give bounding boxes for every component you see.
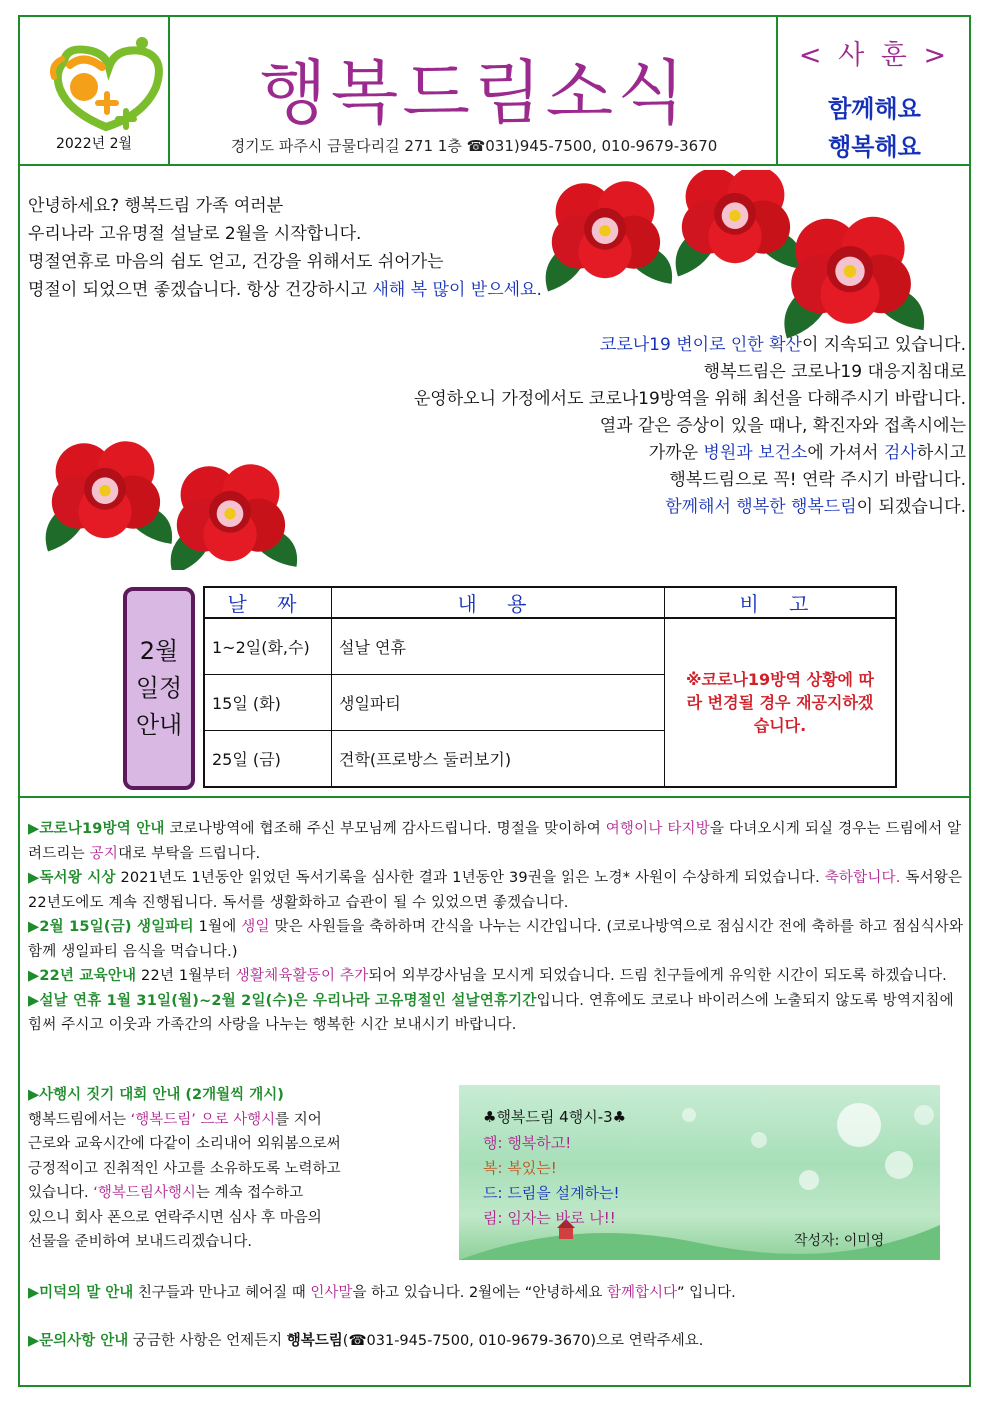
col-header-content: 내 용 bbox=[332, 587, 665, 618]
newsletter-title: 행복드림소식 bbox=[259, 52, 689, 134]
col-header-remark: 비 고 bbox=[665, 587, 897, 618]
poem-contest-line: 행복드림에서는 ‘행복드림’ 으로 사행시를 지어 bbox=[28, 1112, 322, 1128]
poem-contest-line: 있습니다. ‘행복드림사행시는 계속 접수하고 bbox=[28, 1185, 304, 1201]
notice-line: 행복드림으로 꼭! 연락 주시기 바랍니다. bbox=[669, 470, 966, 490]
greeting-line: 안녕하세요? 행복드림 가족 여러분 bbox=[28, 196, 284, 216]
notice-line: 운영하오니 가정에서도 코로나19방역을 위해 최선을 다해주시기 바랍니다. bbox=[413, 389, 966, 409]
header-motto-cell bbox=[778, 15, 971, 165]
schedule-label bbox=[123, 587, 195, 790]
notice-line: 함께해서 행복한 행복드림이 되겠습니다. bbox=[665, 497, 966, 517]
heart-plus-logo-icon bbox=[44, 37, 174, 132]
schedule-content: 설날 연휴 bbox=[332, 618, 665, 675]
header-title-cell bbox=[170, 15, 778, 165]
announcement-item: ▶코로나19방역 안내 코로나방역에 협조해 주신 부모님께 감사드립니다. 명절을 맞이하여 여행이나 타지방을 다녀오시게 되실 경우는 드림에서 알려드리는 공지대로 부탁을 드립니다. bbox=[28, 821, 962, 862]
greeting-line: 명절이 되었으면 좋겠습니다. 항상 건강하시고 새해 복 많이 받으세요. bbox=[28, 280, 542, 300]
poem-contest-heading: ▶사행시 짓기 대회 안내 (2개월씩 개시) bbox=[28, 1087, 284, 1103]
address-contact: 경기도 파주시 금물다리길 271 1층 ☎031)945-7500, 010-9679-3670 bbox=[230, 137, 718, 155]
poem-line: 림: 임자는 바로 나!! bbox=[483, 1209, 616, 1227]
poem-contest-line: 긍정적이고 진취적인 사고를 소유하도록 노력하고 bbox=[28, 1161, 341, 1177]
schedule-date: 15일 (화) bbox=[204, 675, 332, 731]
notice-line: 행복드림은 코로나19 대응지침대로 bbox=[703, 362, 966, 382]
section-divider bbox=[18, 796, 971, 798]
virtue-word-notice: ▶미덕의 말 안내 친구들과 만나고 헤어질 때 인사말을 하고 있습니다. 2월에는 “안녕하세요 함께합시다” 입니다. bbox=[28, 1285, 736, 1301]
announcement-item: ▶2월 15일(금) 생일파티 1월에 생일 맞은 사원들을 축하하며 간식을 나누는 시간입니다. (코로나방역으로 점심시간 전에 축하를 하고 점심식사와 함께 생일파티 음식을 먹습니다.) bbox=[28, 919, 964, 960]
camellia-flowers-top-illustration bbox=[530, 170, 960, 340]
notice-line: 코로나19 변이로 인한 확산이 지속되고 있습니다. bbox=[599, 335, 966, 355]
header-logo-cell bbox=[18, 15, 170, 165]
motto-heading: < 사 훈 > bbox=[798, 40, 951, 71]
poem-line: 드: 드림을 설계하는! bbox=[483, 1184, 620, 1202]
greeting-line: 명절연휴로 마음의 쉼도 얻고, 건강을 위해서도 쉬어가는 bbox=[28, 252, 444, 272]
schedule-date: 1~2일(화,수) bbox=[204, 618, 332, 675]
notice-line: 가까운 병원과 보건소에 가셔서 검사하시고 bbox=[648, 443, 966, 463]
poem-card bbox=[459, 1085, 940, 1260]
poem-line: 복: 복있는! bbox=[483, 1159, 557, 1177]
announcement-list bbox=[28, 817, 966, 1038]
inquiry-notice: ▶문의사항 안내 궁금한 사항은 언제든지 행복드림(☎031-945-7500, 010-9679-3670)으로 연락주세요. bbox=[28, 1333, 704, 1349]
camellia-flowers-bottom-illustration bbox=[30, 430, 310, 570]
schedule-table bbox=[203, 586, 897, 788]
poem-title: ♣행복드림 4행시-3♣ bbox=[483, 1108, 627, 1126]
motto-line-2: 행복해요 bbox=[828, 133, 921, 161]
schedule-date: 25일 (금) bbox=[204, 730, 332, 787]
motto-line-1: 함께해요 bbox=[828, 95, 921, 123]
newsletter-date: 2022년 2월 bbox=[55, 136, 133, 152]
poem-contest-line: 근로와 교육시간에 다같이 소리내어 외워봄으로써 bbox=[28, 1136, 341, 1152]
col-header-date: 날 짜 bbox=[204, 587, 332, 618]
poem-line: 행: 행복하고! bbox=[483, 1134, 572, 1152]
poem-author: 작성자: 이미영 bbox=[794, 1233, 885, 1249]
new-year-wish: 새해 복 많이 받으세요. bbox=[372, 280, 542, 300]
schedule-label-text: 2월 일정 안내 bbox=[135, 637, 183, 739]
schedule-content: 견학(프로방스 둘러보기) bbox=[332, 730, 665, 787]
poem-contest-line: 선물을 준비하여 보내드리겠습니다. bbox=[28, 1234, 252, 1250]
announcement-item: ▶설날 연휴 1월 31일(월)~2월 2일(수)은 우리나라 고유명절인 설날연휴기간입니다. 연휴에도 코로나 바이러스에 노출되지 않도록 방역지침에 힘써 주시고 이웃과 가족간의 사랑을 나누는 행복한 시간 보내시기 바랍니다. bbox=[28, 992, 954, 1033]
poem-contest-line: 있으니 회사 폰으로 연락주시면 심사 후 마음의 bbox=[28, 1210, 322, 1226]
table-row bbox=[204, 618, 896, 675]
announcement-item: ▶독서왕 시상 2021년도 1년동안 읽었던 독서기록을 심사한 결과 1년동안 39권을 읽은 노경* 사원이 수상하게 되었습니다. 축하합니다. 독서왕은 22년도에도 계속 진행됩니다. 독서를 생활화하고 습관이 될 수 있었으면 좋겠습니다. bbox=[28, 870, 963, 911]
greeting-line: 우리나라 고유명절 설날로 2월을 시작합니다. bbox=[28, 224, 362, 244]
schedule-header-row bbox=[204, 587, 896, 618]
announcement-item: ▶22년 교육안내 22년 1월부터 생활체육활동이 추가되어 외부강사님을 모시게 되었습니다. 드림 친구들에게 유익한 시간이 되도록 하겠습니다. bbox=[28, 968, 947, 984]
schedule-content: 생일파티 bbox=[332, 675, 665, 731]
schedule-remark: ※코로나19방역 상황에 따라 변경될 경우 재공지하겠습니다. bbox=[665, 618, 897, 787]
header-divider bbox=[18, 164, 971, 166]
notice-line: 열과 같은 증상이 있을 때나, 확진자와 접촉시에는 bbox=[599, 416, 966, 436]
